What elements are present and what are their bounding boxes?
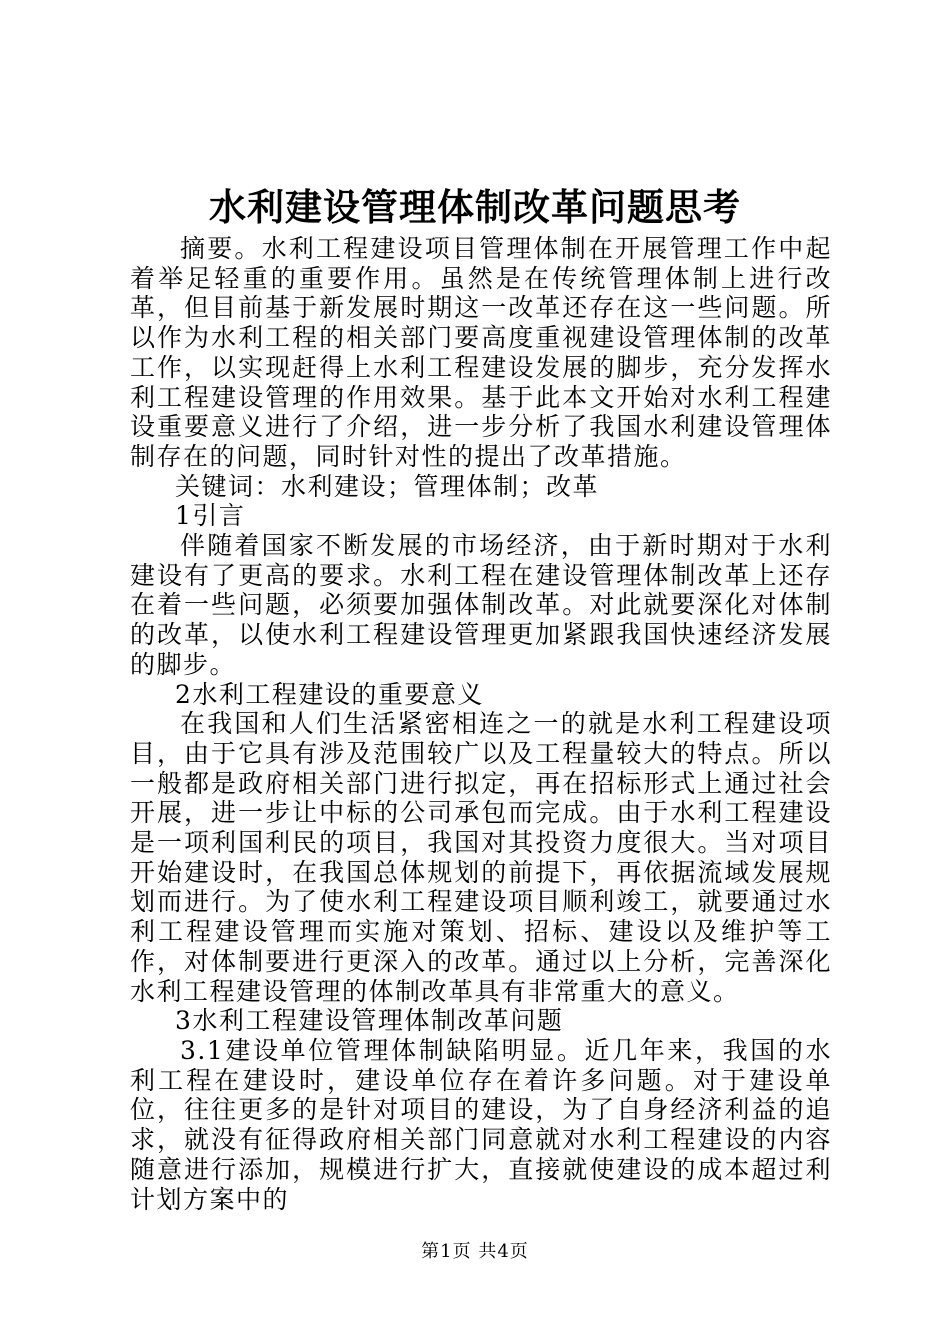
keywords-line: 关键词：水利建设；管理体制；改革 bbox=[175, 471, 600, 501]
section-1-paragraph: 伴随着国家不断发展的市场经济，由于新时期对于水利建设有了更高的要求。水利工程在建设管理体制改革上还存在着一些问题，必须要加强体制改革。对此就要深化对体制的改革，以使水利工程建设管理更加紧跟我国快速经济发展的脚步。 bbox=[130, 531, 832, 679]
section-2-paragraph: 在我国和人们生活紧密相连之一的就是水利工程建设项目，由于它具有涉及范围较广以及工程量较大的特点。所以一般都是政府相关部门进行拟定，再在招标形式上通过社会开展，进一步让中标的公司承包而完成。由于水利工程建设是一项利国利民的项目，我国对其投资力度很大。当对项目开始建设时，在我国总体规划的前提下，再依据流域发展规划而进行。为了使水利工程建设项目顺利竣工，就要通过水利工程建设管理而实施对策划、招标、建设以及维护等工作，对体制要进行更深入的改革。通过以上分析，完善深化水利工程建设管理的体制改革具有非常重大的意义。 bbox=[130, 709, 832, 1006]
document-title: 水利建设管理体制改革问题思考 bbox=[209, 185, 741, 229]
section-heading-3: 3水利工程建设管理体制改革问题 bbox=[175, 1006, 564, 1036]
section-heading-1: 1引言 bbox=[175, 501, 246, 531]
abstract-paragraph: 摘要。水利工程建设项目管理体制在开展管理工作中起着举足轻重的重要作用。虽然是在传统管理体制上进行改革，但目前基于新发展时期这一改革还存在这一些问题。所以作为水利工程的相关部门要高度重视建设管理体制的改革工作，以实现赶得上水利工程建设发展的脚步，充分发挥水利工程建设管理的作用效果。基于此本文开始对水利工程建设重要意义进行了介绍，进一步分析了我国水利建设管理体制存在的问题，同时针对性的提出了改革措施。 bbox=[130, 234, 832, 471]
section-heading-2: 2水利工程建设的重要意义 bbox=[175, 679, 484, 709]
section-3-1-paragraph: 3.1建设单位管理体制缺陷明显。近几年来，我国的水利工程在建设时，建设单位存在着许多问题。对于建设单位，往往更多的是针对项目的建设，为了自身经济利益的追求，就没有征得政府相关部门同意就对水利工程建设的内容随意进行添加，规模进行扩大，直接就使建设的成本超过利计划方案中的 bbox=[130, 1035, 832, 1214]
page-footer: 第1页 共4页 bbox=[421, 1241, 529, 1262]
document-body bbox=[130, 234, 832, 1214]
